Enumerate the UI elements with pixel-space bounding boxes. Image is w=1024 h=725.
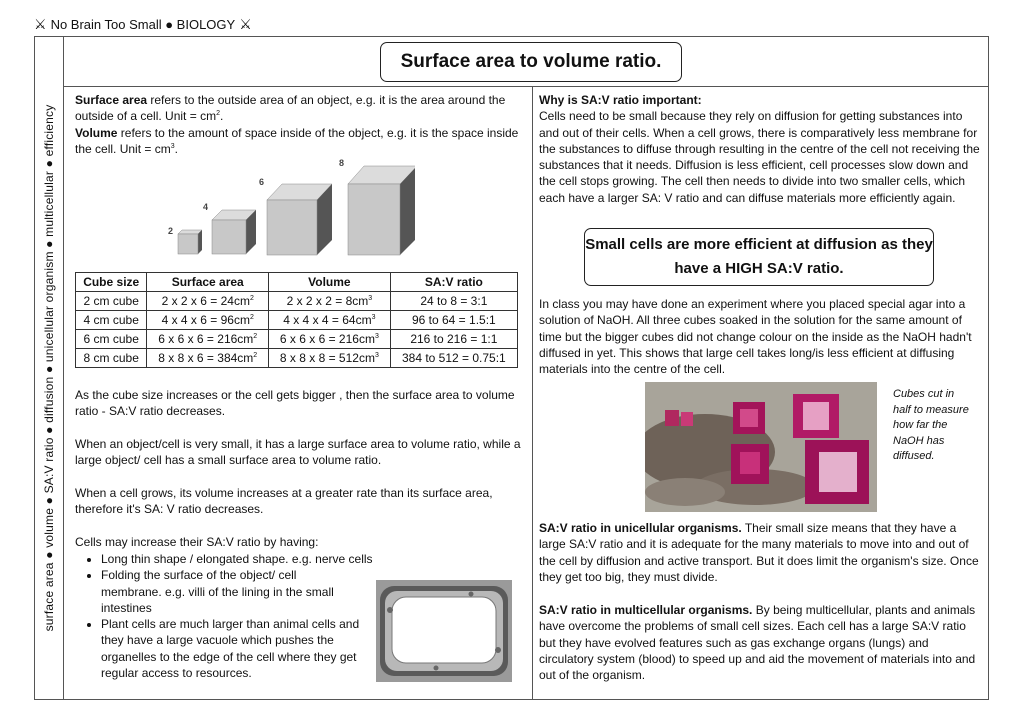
paragraph: By being multicellular, plants and animals have overcome the problems of small cell sizes. Each cell has a large SA:V ratio but they have evolved features such as gas exchange organs (lungs) and circulatory system (blood) to speed up and aid the movement of materials into and out of the organism. xyxy=(539,603,976,683)
header-text: No Brain Too Small ● BIOLOGY xyxy=(50,17,236,32)
definition-text: refers to the outside area of an object, e.g. it is the area around the outside of a cell. Unit = cm xyxy=(75,93,506,124)
agar-cubes-photo xyxy=(645,382,877,512)
cube-label-8: 8 xyxy=(339,158,345,168)
key-point-callout: Small cells are more efficient at diffusion as they have a HIGH SA:V ratio. xyxy=(584,228,934,286)
table-header: Cube size xyxy=(76,273,147,292)
term-surface-area: Surface area xyxy=(75,93,148,107)
table-cell: 96 to 64 = 1.5:1 xyxy=(390,311,517,330)
table-header: Surface area xyxy=(147,273,269,292)
paragraph: When a cell grows, its volume increases at a greater rate than its surface area, therefore it's SA: V ratio decreases. xyxy=(75,486,493,517)
unit-superscript: 3 xyxy=(170,142,175,150)
list-item: • Long thin shape / elongated shape. e.g. nerve cells xyxy=(101,551,401,567)
table-row xyxy=(76,311,518,330)
table-cell: 4 cm cube xyxy=(76,311,147,330)
sav-table xyxy=(75,272,518,368)
divider-vertical xyxy=(532,86,533,700)
table-cell: 2 x 2 x $2 = 8cm^3$ xyxy=(269,292,391,311)
table-cell: 6 x 6 x $6 = 216cm^2$ xyxy=(147,330,269,349)
multicellular-section xyxy=(539,602,984,683)
paragraph: Cells need to be small because they rely on diffusion for getting substances into and out of their cells. When a cell grows, there is comparatively less membrane for the substances to diffuse through resulting in the centre of the cell not receiving the substances that it needs. Diffusion is less efficient, cell processes slow down and the cell stops growing. The cell then needs to divide into two smaller cells, which each have a larger SA: V ratio and can diffuse materials more efficiently again. xyxy=(539,109,980,205)
definition-text: refers to the amount of space inside of the object, e.g. it is the space inside the cell. Unit = cm xyxy=(75,125,519,156)
table-header: Volume xyxy=(269,273,391,292)
cube-label-2: 2 xyxy=(168,226,174,236)
list-item: • Folding the surface of the object/ cell membrane. e.g. villi of the lining in the small intestines xyxy=(101,567,349,616)
bullet-list xyxy=(75,551,375,681)
table-cell: 4 x 4 x $6 = 96cm^2$ xyxy=(147,311,269,330)
table-cell: 8 cm cube xyxy=(76,349,147,368)
keyword-sidebar xyxy=(34,36,64,700)
cube-label-4: 4 xyxy=(203,202,209,212)
table-cell: 2 cm cube xyxy=(76,292,147,311)
table-cell: 384 to 512 = 0.75:1 xyxy=(390,349,517,368)
page-header xyxy=(34,16,252,33)
table-cell: 216 to 216 = 1:1 xyxy=(390,330,517,349)
section-heading: Why is SA:V ratio important: xyxy=(539,93,702,107)
definitions xyxy=(75,92,523,157)
table-cell: 24 to 8 = 3:1 xyxy=(390,292,517,311)
table-cell: 6 x 6 x $6 = 216cm^3$ xyxy=(269,330,391,349)
paragraph: When an object/cell is very small, it has a large surface area to volume ratio, while a large object/ cell has a small surface area to volume ratio. xyxy=(75,437,521,468)
term-volume: Volume xyxy=(75,125,118,140)
why-important-section xyxy=(539,92,984,206)
table-row xyxy=(76,292,518,311)
table-cell: 6 cm cube xyxy=(76,330,147,349)
table-row xyxy=(76,330,518,349)
paragraph: In class you may have done an experiment where you placed special agar into a solution of NaOH. All three cubes soaked in the solution for the same amount of time but the bigger cubes did not change colour on the inside as the NaOH hadn't diffused in yet. This shows that large cell takes long/is less efficient at diffusing materials into the centre of the cell. xyxy=(539,297,972,377)
section-heading: SA:V ratio in multicellular organisms. xyxy=(539,603,753,617)
definition-surface-area: Surface area refers to the outside area of an object, e.g. it is the area around the outside of a cell. Unit = $cm^2$. xyxy=(75,93,506,124)
page-title: Surface area to volume ratio. xyxy=(380,42,682,82)
section-heading: SA:V ratio in unicellular organisms. xyxy=(539,521,742,535)
divider-horizontal xyxy=(64,86,989,87)
keyword-list: surface area ● volume ● SA:V ratio ● diffusion ● unicellular organism ● multicellular ● efficiency xyxy=(42,104,56,632)
paragraph: Cells may increase their SA:V ratio by having: xyxy=(75,535,319,549)
table-row xyxy=(76,349,518,368)
list-item: • Plant cells are much larger than animal cells and they have a large vacuole which pushes the organelles to the edge of the cell where they get regular access to resources. xyxy=(101,616,371,681)
logo-icon: ⚔ xyxy=(34,16,47,32)
table-header: SA:V ratio xyxy=(390,273,517,292)
table-cell: 8 x 8 x $8 = 512cm^3$ xyxy=(269,349,391,368)
definition-volume: Volume refers to the amount of space inside of the object, e.g. it is the space inside the cell. Unit = $cm^3$. xyxy=(75,125,519,156)
cubes-illustration xyxy=(160,156,415,262)
table-cell: 8 x 8 x $6 = 384cm^2$ xyxy=(147,349,269,368)
table-cell: 4 x 4 x $4 = 64cm^3$ xyxy=(269,311,391,330)
table-cell: 2 x 2 x $6 = 24cm^2$ xyxy=(147,292,269,311)
plant-cell-image xyxy=(376,580,512,682)
photo-caption: Cubes cut in half to measure how far the NaOH has diffused. xyxy=(893,388,969,462)
paragraph: As the cube size increases or the cell gets bigger , then the surface area to volume ratio - SA:V ratio decreases. xyxy=(75,388,515,419)
unit-superscript: 2 xyxy=(216,110,220,118)
logo-icon-right: ⚔ xyxy=(239,16,252,32)
cube-label-6: 6 xyxy=(259,177,265,187)
paragraph: Their small size means that they have a large SA:V ratio and it is adequate for the many materials to move into and out of the cell by diffusion and active transport. But it does limit the organism's size. Once they get too big, they must divide. xyxy=(539,521,979,584)
table-header-row xyxy=(76,273,518,292)
unicellular-section xyxy=(539,520,984,585)
